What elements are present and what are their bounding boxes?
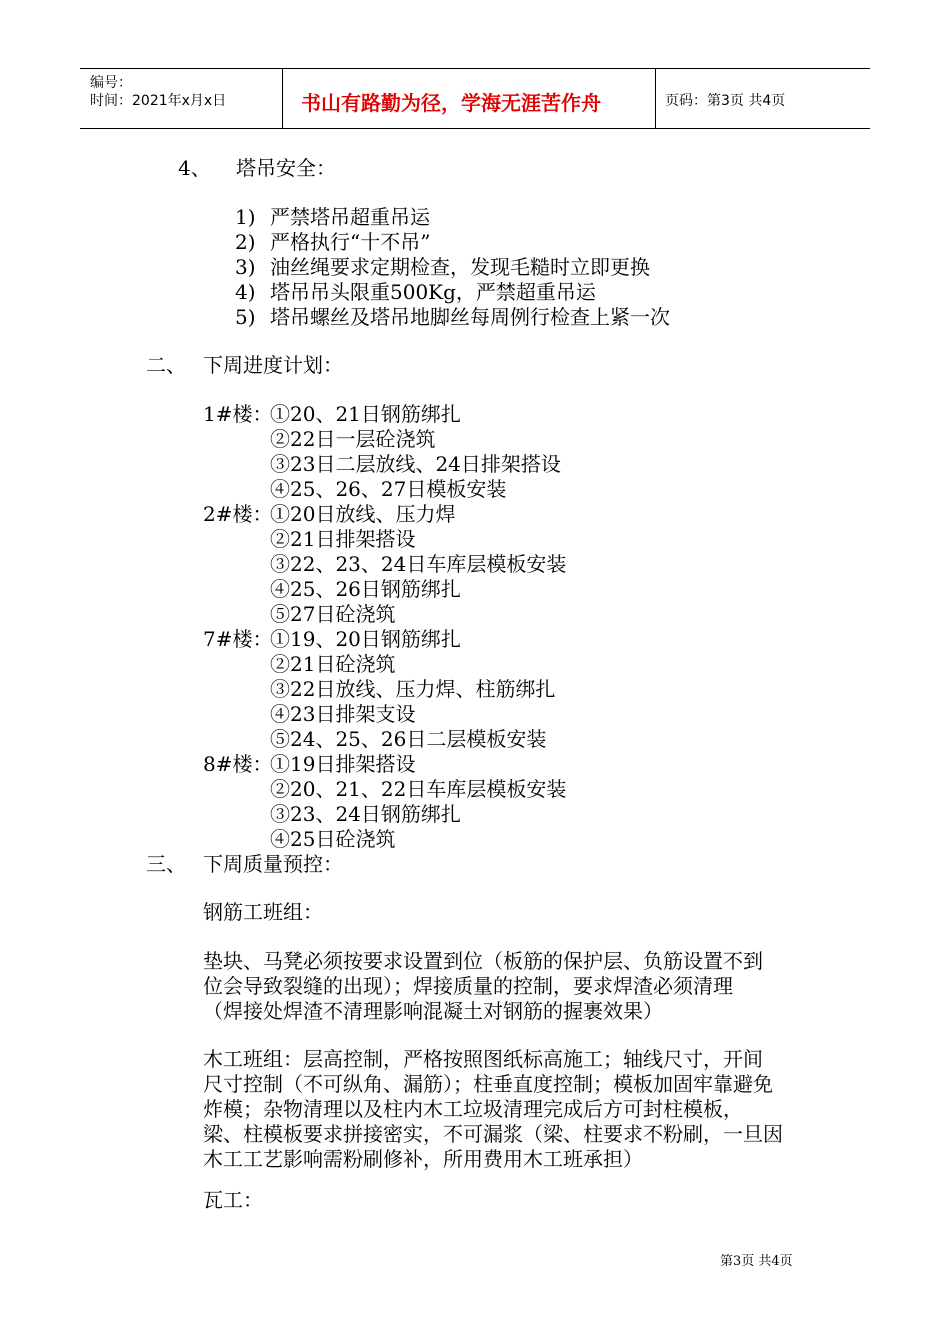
section-schedule-title: 下周进度计划： bbox=[203, 353, 343, 377]
schedule-task: ④25日砼浇筑 bbox=[270, 827, 396, 851]
paragraph-line: 垫块、马凳必须按要求设置到位（板筋的保护层、负筋设置不到 bbox=[203, 949, 763, 973]
section-quality-number: 三、 bbox=[146, 852, 186, 876]
paragraph-line: 尺寸控制（不可纵角、漏筋）；柱垂直度控制；模板加固牢靠避免 bbox=[203, 1072, 773, 1096]
list-item-number: 5) bbox=[235, 305, 256, 329]
schedule-task: ①20、21日钢筋绑扎 bbox=[270, 402, 461, 426]
mason-team-title: 瓦工： bbox=[203, 1188, 263, 1212]
schedule-task: ④25、26日钢筋绑扎 bbox=[270, 577, 461, 601]
schedule-task: ④25、26、27日模板安装 bbox=[270, 477, 507, 501]
schedule-task: ③23日二层放线、24日排架搭设 bbox=[270, 452, 561, 476]
schedule-task: ⑤27日砼浇筑 bbox=[270, 602, 396, 626]
header-top-border bbox=[80, 68, 870, 69]
schedule-task: ⑤24、25、26日二层模板安装 bbox=[270, 727, 547, 751]
list-item-text: 塔吊吊头限重500Kg，严禁超重吊运 bbox=[270, 280, 596, 304]
schedule-task: ②22日一层砼浇筑 bbox=[270, 427, 436, 451]
header-motto: 书山有路勤为径，学海无涯苦作舟 bbox=[301, 91, 601, 115]
list-item-text: 严禁塔吊超重吊运 bbox=[270, 205, 430, 229]
building-label-8: 8#楼： bbox=[203, 752, 273, 776]
building-label-7: 7#楼： bbox=[203, 627, 273, 651]
schedule-task: ③23、24日钢筋绑扎 bbox=[270, 802, 461, 826]
header-divider-right bbox=[655, 68, 656, 129]
building-label-2: 2#楼： bbox=[203, 502, 273, 526]
schedule-task: ①20日放线、压力焊 bbox=[270, 502, 456, 526]
header-page-label: 页码：第3页 共4页 bbox=[665, 93, 786, 109]
schedule-task: ④23日排架支设 bbox=[270, 702, 416, 726]
section-tower-title: 塔吊安全： bbox=[236, 156, 336, 180]
section-schedule-number: 二、 bbox=[146, 353, 186, 377]
list-item-number: 1) bbox=[235, 205, 256, 229]
schedule-task: ②21日砼浇筑 bbox=[270, 652, 396, 676]
list-item-text: 严格执行“十不吊” bbox=[270, 230, 431, 254]
time-label: 时间：2021年x月x日 bbox=[90, 93, 227, 109]
schedule-task: ②21日排架搭设 bbox=[270, 527, 416, 551]
footer-page-number: 第3页 共4页 bbox=[720, 1254, 793, 1269]
schedule-task: ①19日排架搭设 bbox=[270, 752, 416, 776]
paragraph-line: 木工班组：层高控制，严格按照图纸标高施工；轴线尺寸，开间 bbox=[203, 1047, 763, 1071]
paragraph-line: （焊接处焊渣不清理影响混凝土对钢筋的握裹效果） bbox=[203, 999, 663, 1023]
list-item-number: 3) bbox=[235, 255, 256, 279]
schedule-task: ②20、21、22日车库层模板安装 bbox=[270, 777, 567, 801]
list-item-text: 塔吊螺丝及塔吊地脚丝每周例行检查上紧一次 bbox=[270, 305, 670, 329]
paragraph-line: 梁、柱模板要求拼接密实，不可漏浆（梁、柱要求不粉刷，一旦因 bbox=[203, 1122, 783, 1146]
serial-label: 编号： bbox=[90, 75, 132, 91]
paragraph-line: 木工工艺影响需粉刷修补，所用费用木工班承担） bbox=[203, 1147, 643, 1171]
building-label-1: 1#楼： bbox=[203, 402, 273, 426]
paragraph-line: 位会导致裂缝的出现）；焊接质量的控制，要求焊渣必须清理 bbox=[203, 974, 733, 998]
paragraph-line: 炸模；杂物清理以及柱内木工垃圾清理完成后方可封柱模板， bbox=[203, 1097, 743, 1121]
rebar-team-title: 钢筋工班组： bbox=[203, 900, 323, 924]
section-tower-number: 4、 bbox=[178, 156, 211, 180]
header-bottom-border bbox=[80, 128, 870, 129]
section-quality-title: 下周质量预控： bbox=[203, 852, 343, 876]
header-divider-left bbox=[282, 68, 283, 129]
list-item-text: 油丝绳要求定期检查，发现毛糙时立即更换 bbox=[270, 255, 650, 279]
list-item-number: 4) bbox=[235, 280, 256, 304]
list-item-number: 2) bbox=[235, 230, 256, 254]
schedule-task: ③22日放线、压力焊、柱筋绑扎 bbox=[270, 677, 556, 701]
schedule-task: ①19、20日钢筋绑扎 bbox=[270, 627, 461, 651]
schedule-task: ③22、23、24日车库层模板安装 bbox=[270, 552, 567, 576]
